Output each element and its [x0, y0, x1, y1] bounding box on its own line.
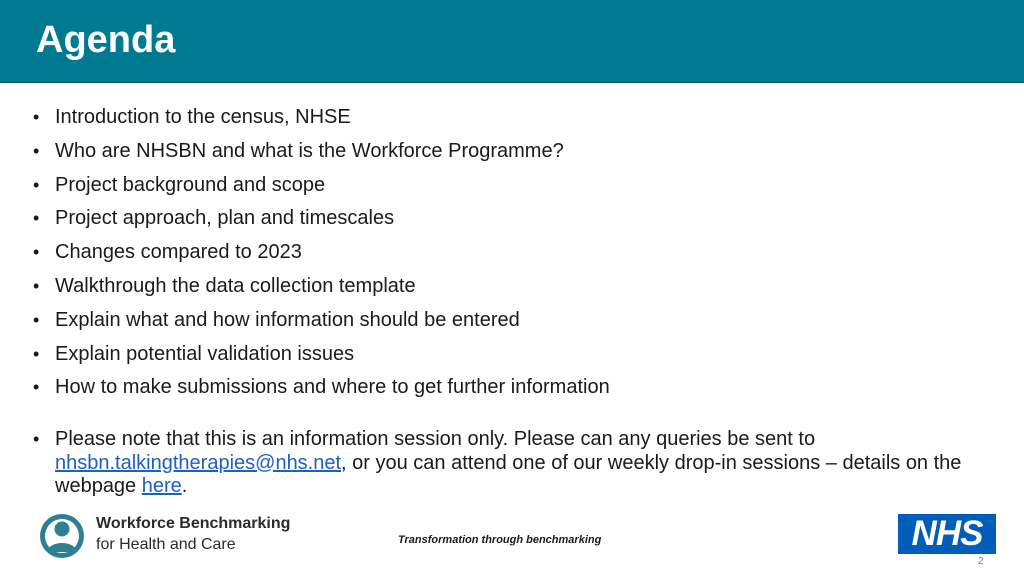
note-text-before: Please note that this is an information session only. Please can any queries be sent to — [55, 428, 816, 450]
org-name-line1: Workforce Benchmarking — [96, 515, 291, 532]
webpage-here-link[interactable]: here — [141, 475, 182, 497]
bullet: • — [33, 275, 40, 296]
bullet: • — [33, 140, 40, 161]
agenda-item — [33, 374, 993, 408]
header-bar — [0, 0, 1024, 83]
email-link[interactable]: nhsbn.talkingtherapies@nhs.net — [55, 451, 342, 474]
agenda-item-text: Project background and scope — [55, 173, 326, 196]
agenda-item — [33, 307, 993, 341]
person-in-circle-icon — [38, 512, 86, 560]
bullet: • — [33, 174, 40, 195]
note-text-after: . — [181, 475, 188, 497]
agenda-item — [33, 104, 993, 138]
bullet: • — [33, 208, 40, 229]
bullet: • — [33, 377, 40, 398]
bullet: • — [33, 429, 40, 449]
agenda-item-text: Changes compared to 2023 — [55, 241, 302, 264]
bullet: • — [33, 343, 40, 364]
agenda-item — [33, 138, 993, 172]
agenda-item-text: Project approach, plan and timescales — [55, 207, 395, 230]
note-text-middle: , or you can attend one of our weekly drop-in sessions – details on the webpage — [55, 451, 962, 497]
bullet: • — [33, 107, 40, 127]
agenda-item-text: Explain what and how information should be entered — [55, 308, 520, 331]
bullet: • — [33, 309, 40, 330]
agenda-item — [33, 239, 993, 273]
agenda-item — [33, 273, 993, 307]
org-logo — [38, 512, 318, 564]
agenda-list — [33, 104, 993, 408]
agenda-item-text: Who are NHSBN and what is the Workforce Programme? — [55, 139, 564, 162]
agenda-item-text: Introduction to the census, NHSE — [55, 106, 351, 128]
slide-title: Agenda — [36, 19, 176, 61]
nhs-logo: NHS — [898, 514, 996, 554]
agenda-item — [33, 205, 993, 239]
agenda-item — [33, 341, 993, 375]
agenda-item-text: Explain potential validation issues — [55, 342, 355, 365]
page-number: 2 — [978, 556, 984, 567]
tagline: Transformation through benchmarking — [398, 534, 602, 546]
org-name-line2: for Health and Care — [96, 536, 236, 553]
agenda-item — [33, 172, 993, 206]
bullet: • — [33, 242, 40, 263]
agenda-item-text: How to make submissions and where to get further information — [55, 376, 610, 399]
info-note — [33, 428, 1024, 499]
agenda-item-text: Walkthrough the data collection template — [55, 274, 416, 297]
